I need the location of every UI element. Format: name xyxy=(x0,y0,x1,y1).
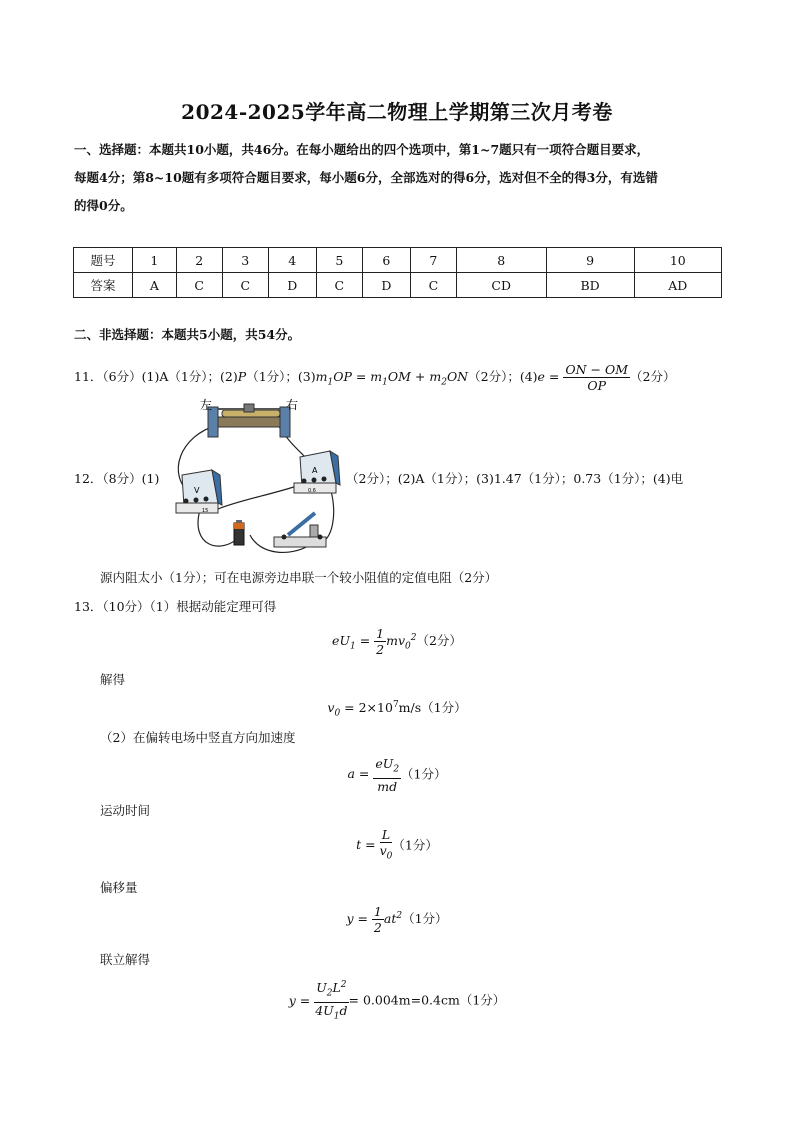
answer-table-answer-row xyxy=(74,273,722,298)
q12-line2: 源内阻太小（1分）；可在电源旁边串联一个较小阻值的定值电阻（2分） xyxy=(100,570,498,585)
question-number-cell: 9 xyxy=(546,248,634,273)
circuit-diagram xyxy=(160,395,350,560)
voltmeter-scale: 15 xyxy=(202,508,209,514)
switch xyxy=(274,513,326,547)
question-number-cell: 1 xyxy=(133,248,177,273)
answer-cell: C xyxy=(410,273,456,298)
row-label-answer: 答案 xyxy=(74,273,133,298)
q13-solve-label: 解得 xyxy=(100,672,126,687)
q11-momentum-formula: $m_1OP = m_1OM + m_2ON$ xyxy=(315,369,469,388)
q13-v0-value: = 2×10 xyxy=(344,700,393,715)
q11-prefix: 11．（6分）(1)A（1分）；(2) xyxy=(74,369,238,384)
section1-instructions xyxy=(74,136,724,220)
answer-cell: A xyxy=(133,273,177,298)
section1-line2: 每题4分；第8~10题有多项符合题目要求，每小题6分，全部选对的得6分，选对但不全的得3分，有选错 xyxy=(74,170,658,185)
q13-pts1c: （1分） xyxy=(402,911,448,926)
q13-acceleration-equation: a = $\frac{eU_2}{md}$ （1分） xyxy=(347,756,447,794)
voltmeter-label: V xyxy=(194,486,200,495)
answer-cell: C xyxy=(176,273,222,298)
q13-pts1b: （1分） xyxy=(392,837,438,853)
q13-final-equation: y = $\frac{U_2L^2}{4U_1d}$ = 0.004m=0.4cm（1分） xyxy=(288,980,506,1022)
ammeter-label: A xyxy=(312,466,318,475)
q13-part2: （2）在偏转电场中竖直方向加速度 xyxy=(100,730,296,745)
label-left: 左 xyxy=(200,398,213,412)
q13-pts2: （2分） xyxy=(416,633,462,648)
q11-frac-denominator: OP xyxy=(587,378,607,393)
question-number-cell: 2 xyxy=(176,248,222,273)
q11-seg2: （2分）；(4) xyxy=(468,369,538,384)
question-number-cell: 4 xyxy=(268,248,316,273)
answer-cell: BD xyxy=(546,273,634,298)
page-title: 2024-2025学年高二物理上学期第三次月考卷 xyxy=(181,100,613,124)
question-number-cell: 8 xyxy=(456,248,546,273)
section1-line3: 的得0分。 xyxy=(74,198,133,213)
q11-seg3: （2分） xyxy=(630,369,676,384)
section1-line1: 一、选择题：本题共10小题，共46分。在每小题给出的四个选项中，第1~7题只有一项符合题目要求， xyxy=(74,142,650,157)
q11-answer xyxy=(74,362,675,394)
rheostat xyxy=(208,404,290,437)
q13-time-label: 运动时间 xyxy=(100,803,151,818)
q13-v0-exponent: 7 xyxy=(392,699,399,710)
q13-result: = 0.004m=0.4cm（1分） xyxy=(348,992,506,1008)
answer-cell: D xyxy=(268,273,316,298)
section2-heading: 二、非选择题：本题共5小题，共54分。 xyxy=(74,327,301,342)
row-label-number: 题号 xyxy=(74,248,133,273)
q11-frac-numerator: ON − OM xyxy=(565,362,629,377)
q13-pts1a: （1分） xyxy=(401,766,447,782)
q13-offset-equation: y = $\frac{1}{2}$ $at^2(1$分） xyxy=(346,904,448,935)
battery xyxy=(234,520,244,545)
q13-combine-label: 联立解得 xyxy=(100,952,151,967)
answer-cell: C xyxy=(316,273,362,298)
question-number-cell: 3 xyxy=(222,248,268,273)
q11-e-formula: e = $\frac{ON - OM}{OP}$ xyxy=(537,362,629,393)
q13-v0-unit: m/s（1分） xyxy=(398,700,467,715)
answer-cell: C xyxy=(222,273,268,298)
answer-cell: D xyxy=(362,273,410,298)
question-number-cell: 6 xyxy=(362,248,410,273)
question-number-cell: 5 xyxy=(316,248,362,273)
q12-answers: （2分）；(2)A（1分）；(3)1.47（1分）；0.73（1分）；(4)电 xyxy=(346,471,684,486)
ammeter-scale: 0.6 xyxy=(308,488,316,494)
q12-prefix: 12．（8分）(1) xyxy=(74,471,160,486)
answer-cell: AD xyxy=(634,273,721,298)
question-number-cell: 10 xyxy=(634,248,721,273)
q13-intro: 13．（10分）（1）根据动能定理可得 xyxy=(74,599,277,614)
question-number-cell: 7 xyxy=(410,248,456,273)
q13-offset-label: 偏移量 xyxy=(100,880,138,895)
answer-cell: CD xyxy=(456,273,546,298)
q13-time-equation: t = $\frac{L}{v_0}$ （1分） xyxy=(356,827,438,862)
q11-seg1: （1分）；(3) xyxy=(246,369,316,384)
wire xyxy=(320,487,334,543)
q11-p-symbol: P xyxy=(237,369,247,384)
answer-table-number-row xyxy=(74,248,722,273)
label-right: 右 xyxy=(286,398,299,412)
answer-table xyxy=(73,247,722,298)
q13-v0-result: $v_0 = 2\times 10^7m/s(1$分） xyxy=(327,699,467,719)
wire xyxy=(218,485,300,509)
q13-energy-equation: $eU_1$ = $\frac{1}{2}$ $mv_0^2(2$分） xyxy=(332,626,462,657)
